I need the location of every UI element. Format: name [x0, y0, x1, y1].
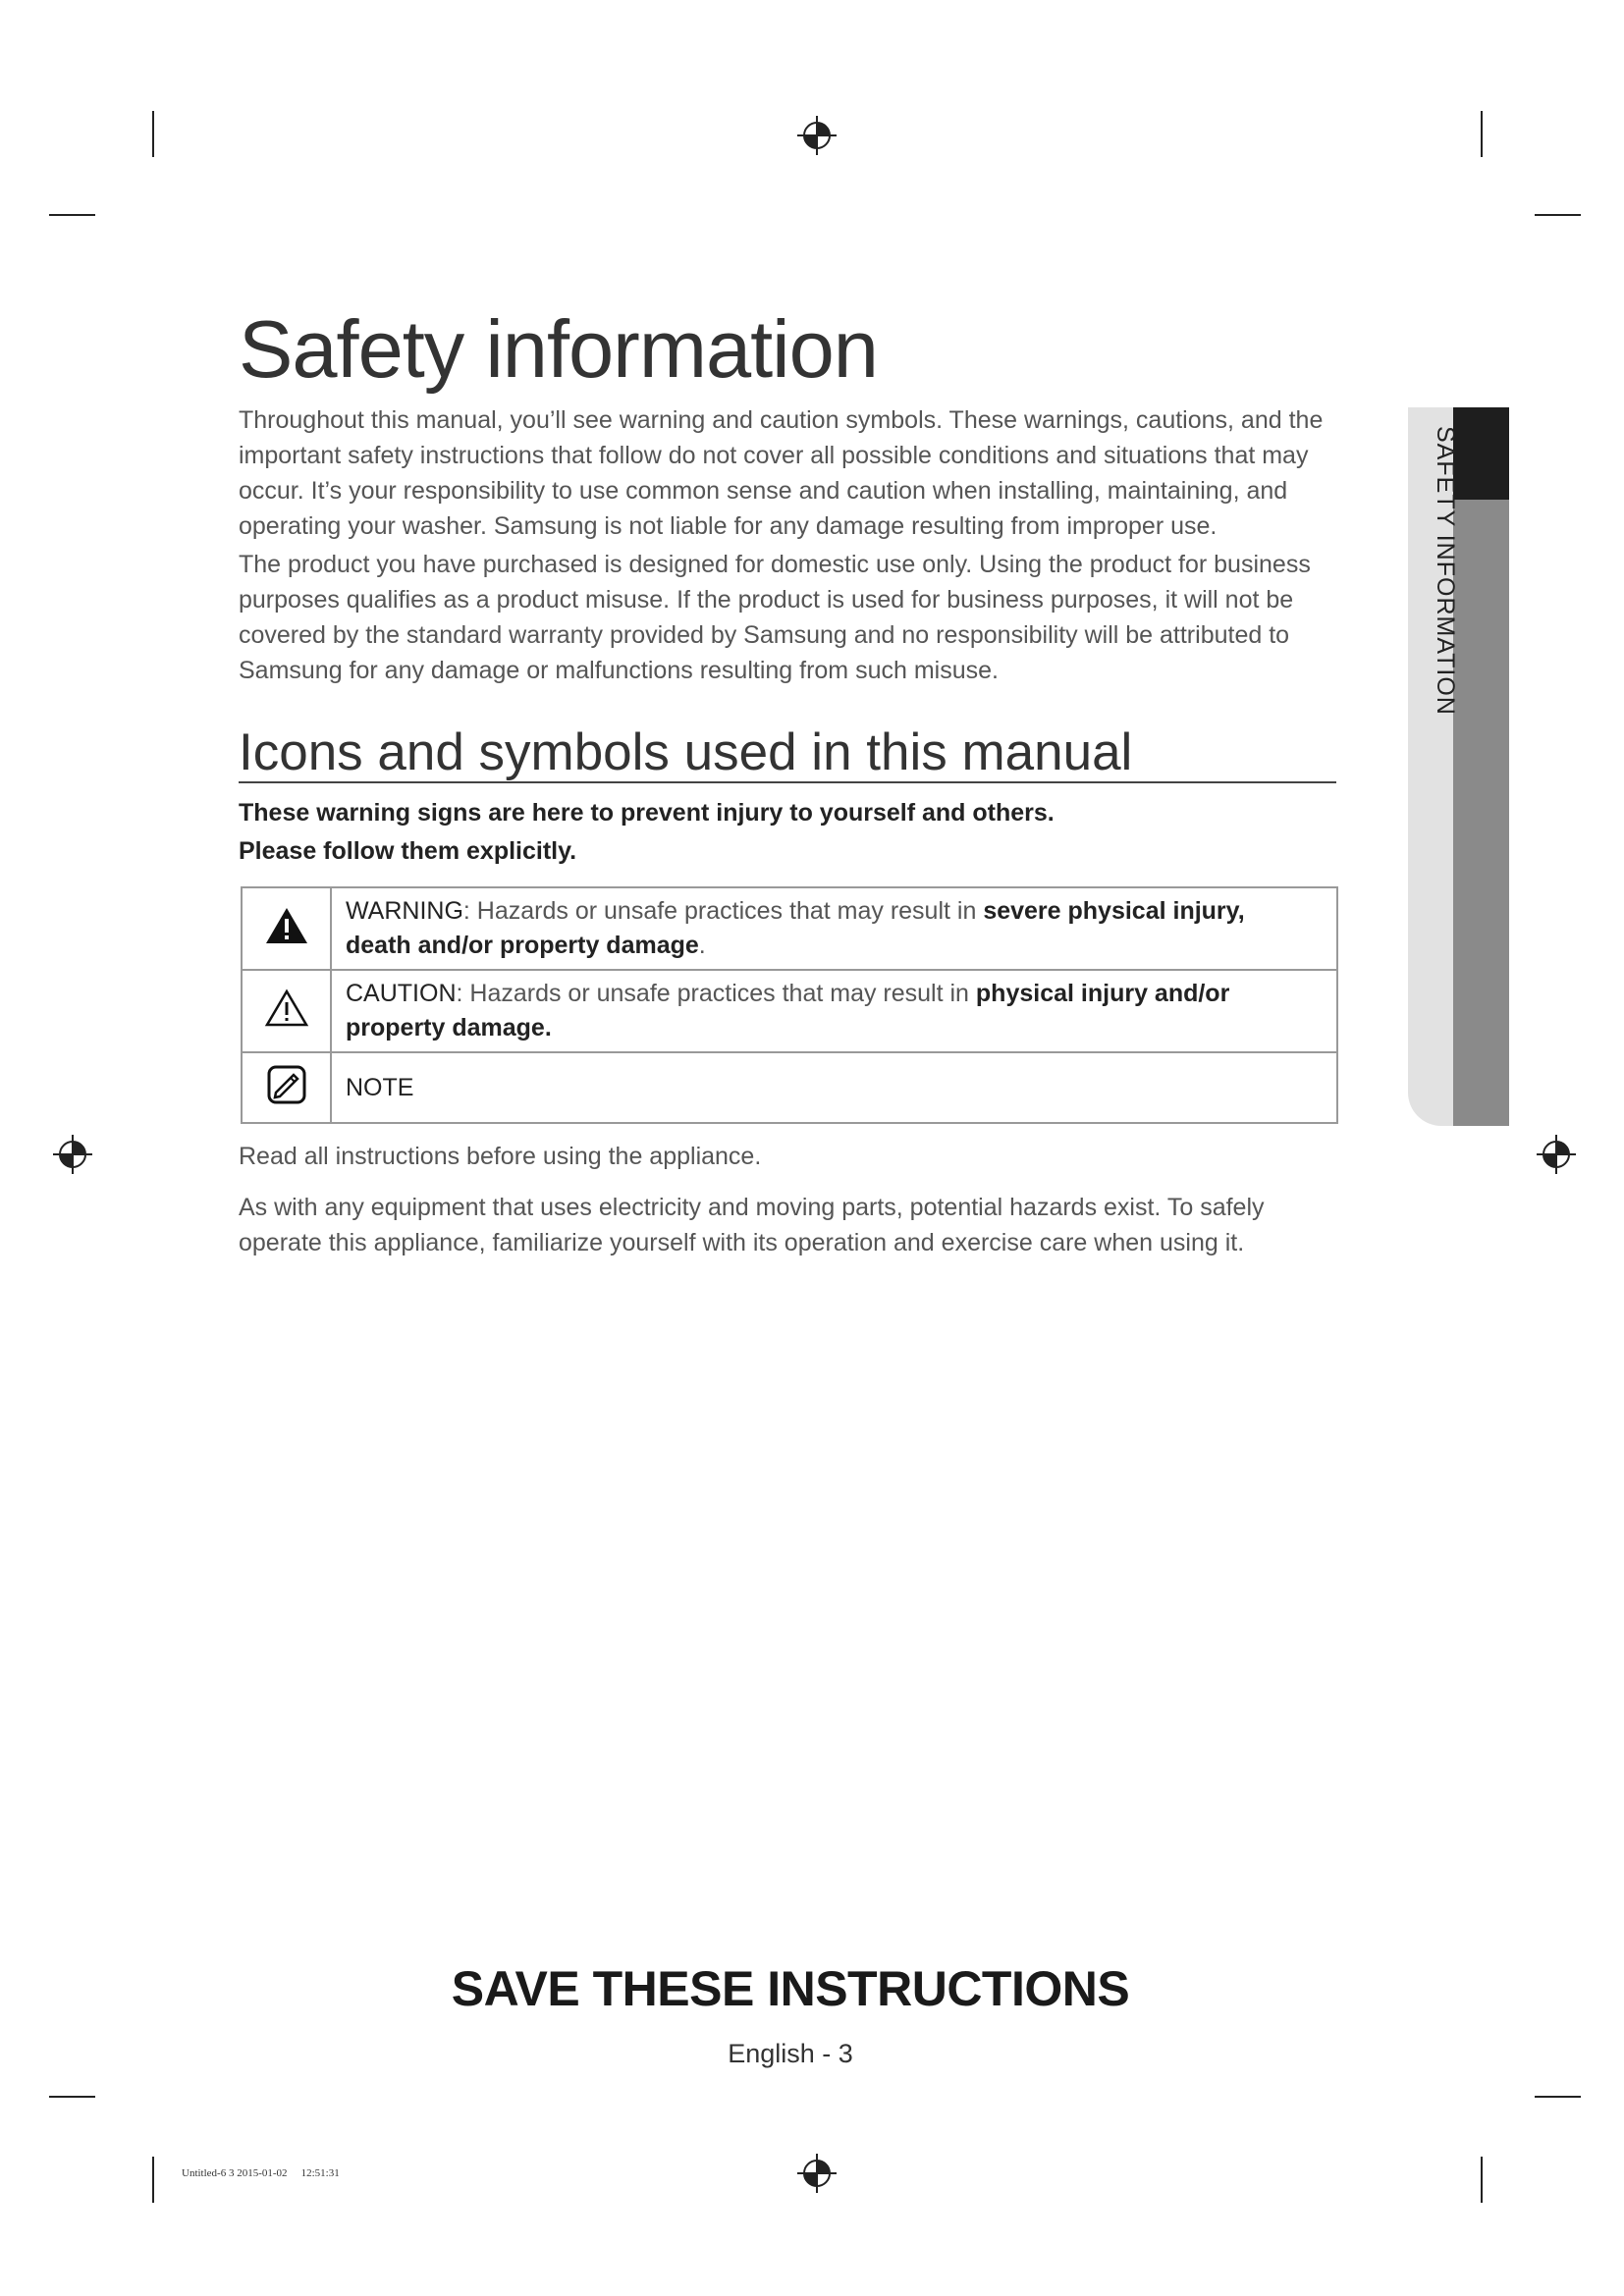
symbol-keyword: WARNING	[346, 897, 463, 925]
crop-mark-top-left	[152, 111, 154, 157]
intro-paragraph: The product you have purchased is designed for domestic use only. Using the product for business purposes qualifies as a product misuse. If the product is used for business purposes, it will not be covered by the standard warranty provided by Samsung and no responsibility will be attributed to Samsung for any damage or malfunctions resulting from such misuse.	[239, 551, 1311, 684]
symbol-emphasis: property damage.	[346, 1014, 552, 1041]
symbol-suffix: .	[698, 932, 706, 959]
symbol-description	[331, 1052, 1337, 1123]
closing-paragraph: Read all instructions before using the appliance.	[239, 1143, 762, 1170]
side-tab-label: SAFETY INFORMATION	[1432, 426, 1459, 716]
warning-intro-line: These warning signs are here to prevent injury to yourself and others.	[239, 799, 1055, 827]
symbol-icon-cell	[242, 887, 331, 970]
symbol-icon-cell	[242, 1052, 331, 1123]
registration-mark-icon	[51, 1133, 94, 1176]
intro-paragraph: Throughout this manual, you’ll see warning and caution symbols. These warnings, cautions, and the important safety instructions that follow do not cover all possible conditions and situations that may occur. It’s your responsibility to use common sense and caution when installing, maintaining, and operating your washer. Samsung is not liable for any damage resulting from improper use.	[239, 406, 1324, 540]
symbol-text: : Hazards or unsafe practices that may result in	[462, 897, 984, 925]
note-pencil-icon	[264, 1063, 309, 1106]
page-title: Safety information	[239, 303, 878, 395]
table-row	[242, 970, 1337, 1052]
warning-filled-triangle-icon	[264, 906, 309, 945]
symbol-keyword: CAUTION	[346, 980, 457, 1007]
page-number: English - 3	[728, 2039, 853, 2068]
print-slug: Untitled-6 3 2015-01-02   12:51:31	[182, 2167, 340, 2179]
symbols-table	[241, 886, 1338, 1124]
save-instructions-heading: SAVE THESE INSTRUCTIONS	[451, 1961, 1130, 2016]
crop-mark-right-lower	[1535, 2096, 1581, 2098]
crop-mark-bottom-right	[1481, 2157, 1483, 2203]
crop-mark-left-upper	[49, 214, 95, 216]
closing-paragraph: As with any equipment that uses electricity and moving parts, potential hazards exist. To safely operate this appliance, familiarize yourself with its operation and exercise care when using it.	[239, 1194, 1265, 1256]
registration-mark-icon	[795, 114, 839, 157]
crop-mark-left-lower	[49, 2096, 95, 2098]
crop-mark-right-upper	[1535, 214, 1581, 216]
section-heading: Icons and symbols used in this manual	[239, 724, 1336, 783]
registration-mark-icon	[795, 2152, 839, 2195]
symbol-emphasis: physical injury and/or	[975, 980, 1230, 1007]
crop-mark-bottom-left	[152, 2157, 154, 2203]
symbol-text: : Hazards or unsafe practices that may result in	[456, 980, 976, 1007]
warning-intro-line: Please follow them explicitly.	[239, 837, 577, 865]
symbol-keyword: NOTE	[346, 1073, 414, 1101]
symbol-description	[331, 970, 1337, 1052]
side-tab-indicator	[1453, 500, 1509, 1126]
symbol-description	[331, 887, 1337, 970]
registration-mark-icon	[1535, 1133, 1578, 1176]
symbol-icon-cell	[242, 970, 331, 1052]
table-row	[242, 1052, 1337, 1123]
caution-outline-triangle-icon	[264, 988, 309, 1028]
table-row	[242, 887, 1337, 970]
side-tab-indicator-active	[1453, 407, 1509, 500]
symbol-emphasis: severe physical injury,	[983, 897, 1245, 925]
crop-mark-top-right	[1481, 111, 1483, 157]
symbol-emphasis: death and/or property damage	[346, 932, 699, 959]
